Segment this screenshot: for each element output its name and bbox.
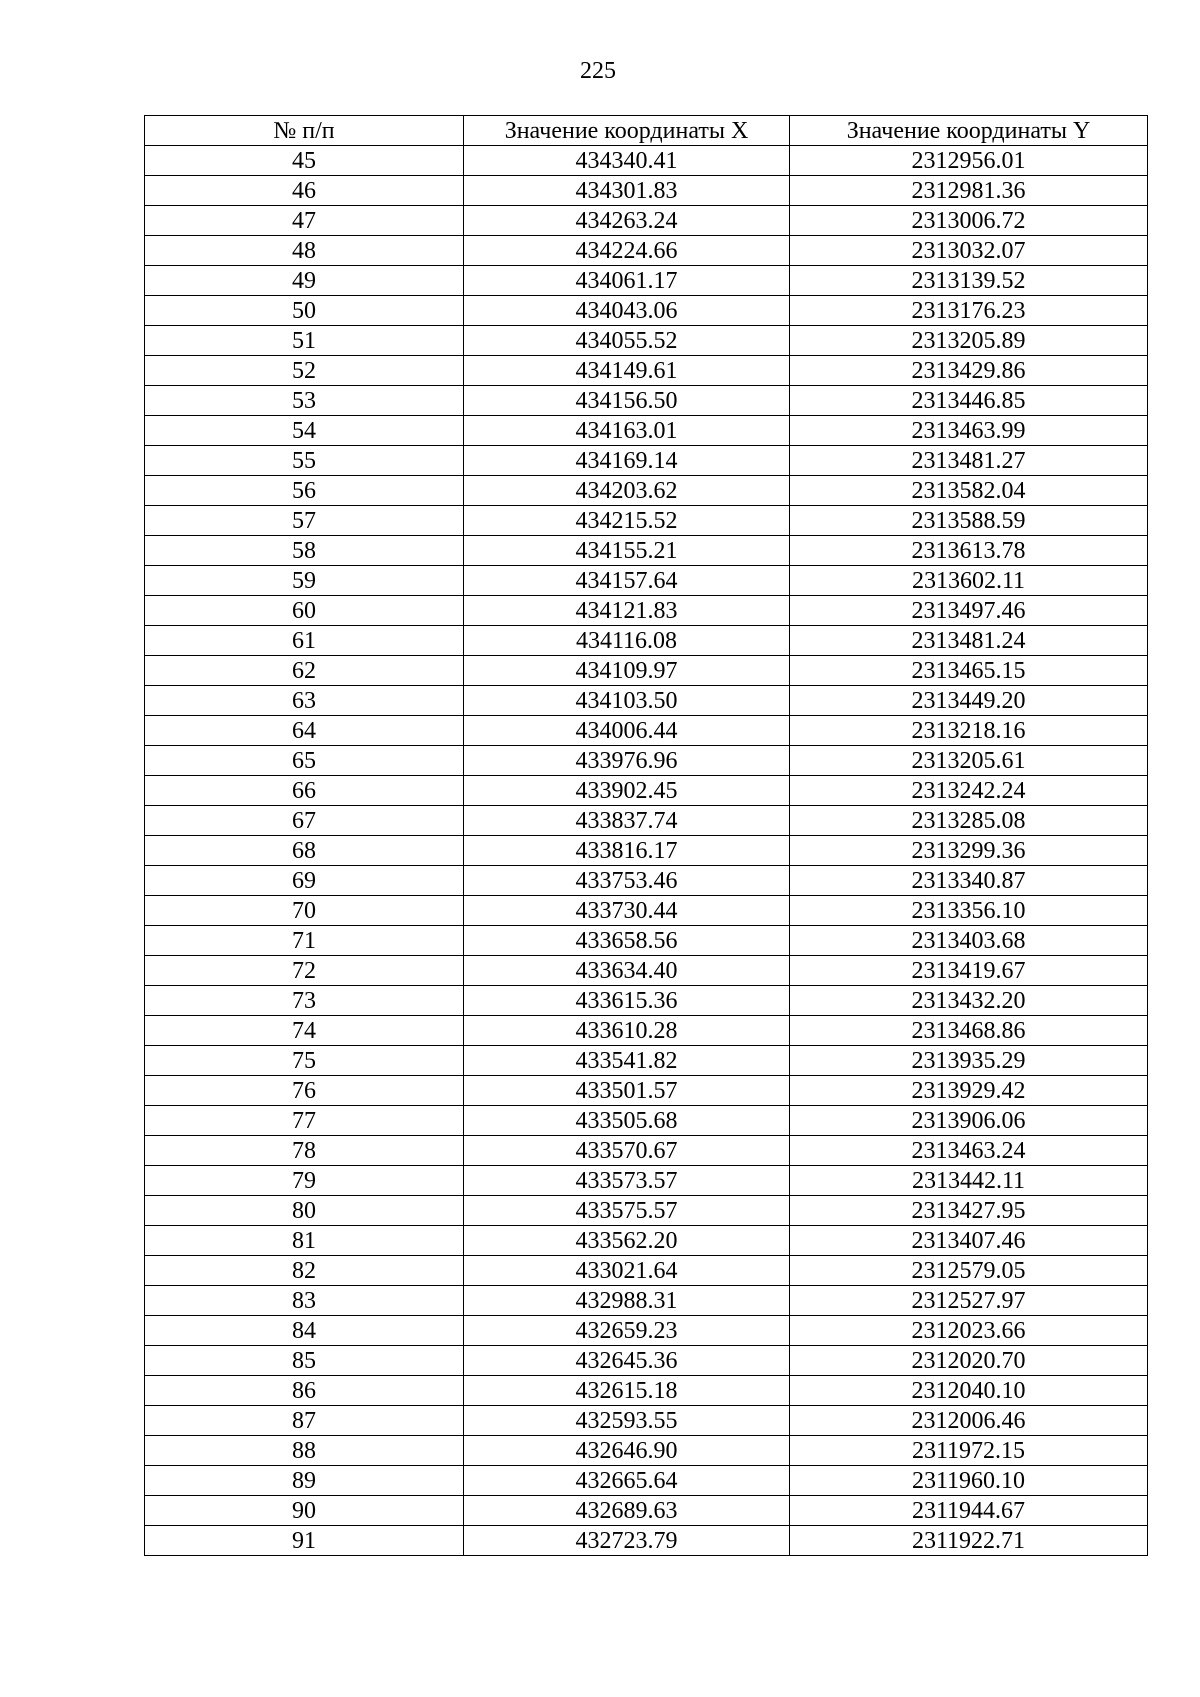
x-coordinate-cell: 432665.64 (464, 1466, 790, 1496)
row-number-cell: 62 (145, 656, 464, 686)
table-row (145, 776, 1148, 806)
row-number-cell: 82 (145, 1256, 464, 1286)
table-row (145, 146, 1148, 176)
row-number-cell: 84 (145, 1316, 464, 1346)
table-row (145, 446, 1148, 476)
y-coordinate-cell: 2313463.99 (790, 416, 1148, 446)
row-number-cell: 45 (145, 146, 464, 176)
row-number-cell: 85 (145, 1346, 464, 1376)
row-number-cell: 46 (145, 176, 464, 206)
y-coordinate-cell: 2313906.06 (790, 1106, 1148, 1136)
table-row (145, 896, 1148, 926)
y-coordinate-cell: 2312020.70 (790, 1346, 1148, 1376)
x-coordinate-cell: 434169.14 (464, 446, 790, 476)
y-coordinate-cell: 2313468.86 (790, 1016, 1148, 1046)
row-number-cell: 87 (145, 1406, 464, 1436)
x-coordinate-cell: 433615.36 (464, 986, 790, 1016)
x-coordinate-cell: 434043.06 (464, 296, 790, 326)
y-coordinate-cell: 2313613.78 (790, 536, 1148, 566)
y-coordinate-cell: 2313139.52 (790, 266, 1148, 296)
table-row (145, 1496, 1148, 1526)
table-row (145, 596, 1148, 626)
y-coordinate-cell: 2312981.36 (790, 176, 1148, 206)
y-coordinate-cell: 2313929.42 (790, 1076, 1148, 1106)
y-coordinate-cell: 2313205.61 (790, 746, 1148, 776)
x-coordinate-cell: 434263.24 (464, 206, 790, 236)
row-number-cell: 76 (145, 1076, 464, 1106)
row-number-cell: 83 (145, 1286, 464, 1316)
x-coordinate-cell: 433634.40 (464, 956, 790, 986)
table-row (145, 1376, 1148, 1406)
table-row (145, 236, 1148, 266)
row-number-cell: 66 (145, 776, 464, 806)
header-x-coordinate: Значение координаты X (464, 116, 790, 146)
row-number-cell: 67 (145, 806, 464, 836)
x-coordinate-cell: 433976.96 (464, 746, 790, 776)
row-number-cell: 80 (145, 1196, 464, 1226)
table-row (145, 326, 1148, 356)
table-row (145, 626, 1148, 656)
x-coordinate-cell: 432615.18 (464, 1376, 790, 1406)
table-row (145, 1106, 1148, 1136)
x-coordinate-cell: 432723.79 (464, 1526, 790, 1556)
table-row (145, 686, 1148, 716)
x-coordinate-cell: 434157.64 (464, 566, 790, 596)
table-row (145, 176, 1148, 206)
table-row (145, 1346, 1148, 1376)
y-coordinate-cell: 2311960.10 (790, 1466, 1148, 1496)
table-row (145, 1046, 1148, 1076)
x-coordinate-cell: 434156.50 (464, 386, 790, 416)
table-row (145, 986, 1148, 1016)
y-coordinate-cell: 2312006.46 (790, 1406, 1148, 1436)
y-coordinate-cell: 2313446.85 (790, 386, 1148, 416)
row-number-cell: 88 (145, 1436, 464, 1466)
table-row (145, 296, 1148, 326)
y-coordinate-cell: 2313176.23 (790, 296, 1148, 326)
x-coordinate-cell: 434121.83 (464, 596, 790, 626)
y-coordinate-cell: 2313429.86 (790, 356, 1148, 386)
x-coordinate-cell: 433570.67 (464, 1136, 790, 1166)
table-row (145, 566, 1148, 596)
row-number-cell: 48 (145, 236, 464, 266)
y-coordinate-cell: 2313419.67 (790, 956, 1148, 986)
table-row (145, 956, 1148, 986)
table-row (145, 506, 1148, 536)
y-coordinate-cell: 2313356.10 (790, 896, 1148, 926)
table-row (145, 1196, 1148, 1226)
row-number-cell: 51 (145, 326, 464, 356)
header-row-number: № п/п (145, 116, 464, 146)
row-number-cell: 54 (145, 416, 464, 446)
row-number-cell: 60 (145, 596, 464, 626)
y-coordinate-cell: 2313449.20 (790, 686, 1148, 716)
y-coordinate-cell: 2313006.72 (790, 206, 1148, 236)
x-coordinate-cell: 432988.31 (464, 1286, 790, 1316)
row-number-cell: 63 (145, 686, 464, 716)
table-row (145, 926, 1148, 956)
x-coordinate-cell: 434215.52 (464, 506, 790, 536)
y-coordinate-cell: 2313032.07 (790, 236, 1148, 266)
y-coordinate-cell: 2312023.66 (790, 1316, 1148, 1346)
table-body (145, 146, 1148, 1556)
row-number-cell: 50 (145, 296, 464, 326)
row-number-cell: 75 (145, 1046, 464, 1076)
row-number-cell: 77 (145, 1106, 464, 1136)
y-coordinate-cell: 2313285.08 (790, 806, 1148, 836)
table-row (145, 836, 1148, 866)
row-number-cell: 71 (145, 926, 464, 956)
x-coordinate-cell: 433541.82 (464, 1046, 790, 1076)
table-row (145, 1466, 1148, 1496)
x-coordinate-cell: 433562.20 (464, 1226, 790, 1256)
y-coordinate-cell: 2311972.15 (790, 1436, 1148, 1466)
table-row (145, 1526, 1148, 1556)
row-number-cell: 49 (145, 266, 464, 296)
row-number-cell: 74 (145, 1016, 464, 1046)
y-coordinate-cell: 2313463.24 (790, 1136, 1148, 1166)
x-coordinate-cell: 434103.50 (464, 686, 790, 716)
y-coordinate-cell: 2313403.68 (790, 926, 1148, 956)
row-number-cell: 64 (145, 716, 464, 746)
row-number-cell: 58 (145, 536, 464, 566)
row-number-cell: 47 (145, 206, 464, 236)
row-number-cell: 68 (145, 836, 464, 866)
x-coordinate-cell: 433658.56 (464, 926, 790, 956)
table-row (145, 1436, 1148, 1466)
table-row (145, 1016, 1148, 1046)
x-coordinate-cell: 432689.63 (464, 1496, 790, 1526)
x-coordinate-cell: 434163.01 (464, 416, 790, 446)
row-number-cell: 55 (145, 446, 464, 476)
row-number-cell: 91 (145, 1526, 464, 1556)
row-number-cell: 73 (145, 986, 464, 1016)
y-coordinate-cell: 2313340.87 (790, 866, 1148, 896)
row-number-cell: 79 (145, 1166, 464, 1196)
table-row (145, 206, 1148, 236)
table-row (145, 416, 1148, 446)
y-coordinate-cell: 2313205.89 (790, 326, 1148, 356)
x-coordinate-cell: 433573.57 (464, 1166, 790, 1196)
row-number-cell: 72 (145, 956, 464, 986)
y-coordinate-cell: 2313407.46 (790, 1226, 1148, 1256)
y-coordinate-cell: 2312579.05 (790, 1256, 1148, 1286)
row-number-cell: 57 (145, 506, 464, 536)
y-coordinate-cell: 2313242.24 (790, 776, 1148, 806)
row-number-cell: 89 (145, 1466, 464, 1496)
row-number-cell: 70 (145, 896, 464, 926)
x-coordinate-cell: 432659.23 (464, 1316, 790, 1346)
x-coordinate-cell: 433501.57 (464, 1076, 790, 1106)
y-coordinate-cell: 2312956.01 (790, 146, 1148, 176)
page-number: 225 (580, 58, 616, 84)
table-row (145, 866, 1148, 896)
x-coordinate-cell: 432645.36 (464, 1346, 790, 1376)
y-coordinate-cell: 2313602.11 (790, 566, 1148, 596)
row-number-cell: 65 (145, 746, 464, 776)
x-coordinate-cell: 434301.83 (464, 176, 790, 206)
table-row (145, 1316, 1148, 1346)
x-coordinate-cell: 433753.46 (464, 866, 790, 896)
table-row (145, 806, 1148, 836)
table-row (145, 1406, 1148, 1436)
y-coordinate-cell: 2312527.97 (790, 1286, 1148, 1316)
coordinates-table (144, 115, 1148, 1556)
y-coordinate-cell: 2313481.24 (790, 626, 1148, 656)
x-coordinate-cell: 433816.17 (464, 836, 790, 866)
table-row (145, 656, 1148, 686)
y-coordinate-cell: 2313582.04 (790, 476, 1148, 506)
table-row (145, 746, 1148, 776)
y-coordinate-cell: 2313427.95 (790, 1196, 1148, 1226)
table-row (145, 1166, 1148, 1196)
row-number-cell: 86 (145, 1376, 464, 1406)
row-number-cell: 59 (145, 566, 464, 596)
x-coordinate-cell: 433730.44 (464, 896, 790, 926)
y-coordinate-cell: 2313465.15 (790, 656, 1148, 686)
y-coordinate-cell: 2313432.20 (790, 986, 1148, 1016)
x-coordinate-cell: 434155.21 (464, 536, 790, 566)
table-row (145, 476, 1148, 506)
y-coordinate-cell: 2313299.36 (790, 836, 1148, 866)
header-y-coordinate: Значение координаты Y (790, 116, 1148, 146)
x-coordinate-cell: 433610.28 (464, 1016, 790, 1046)
row-number-cell: 56 (145, 476, 464, 506)
table-row (145, 716, 1148, 746)
table-row (145, 1076, 1148, 1106)
table-row (145, 1256, 1148, 1286)
x-coordinate-cell: 433575.57 (464, 1196, 790, 1226)
x-coordinate-cell: 433021.64 (464, 1256, 790, 1286)
table-row (145, 266, 1148, 296)
y-coordinate-cell: 2313481.27 (790, 446, 1148, 476)
x-coordinate-cell: 434006.44 (464, 716, 790, 746)
row-number-cell: 61 (145, 626, 464, 656)
x-coordinate-cell: 434340.41 (464, 146, 790, 176)
y-coordinate-cell: 2311944.67 (790, 1496, 1148, 1526)
table-row (145, 1136, 1148, 1166)
y-coordinate-cell: 2312040.10 (790, 1376, 1148, 1406)
x-coordinate-cell: 434149.61 (464, 356, 790, 386)
y-coordinate-cell: 2313588.59 (790, 506, 1148, 536)
x-coordinate-cell: 434061.17 (464, 266, 790, 296)
table-row (145, 536, 1148, 566)
row-number-cell: 90 (145, 1496, 464, 1526)
x-coordinate-cell: 434109.97 (464, 656, 790, 686)
table-header-row (145, 116, 1148, 146)
row-number-cell: 53 (145, 386, 464, 416)
y-coordinate-cell: 2313218.16 (790, 716, 1148, 746)
y-coordinate-cell: 2313442.11 (790, 1166, 1148, 1196)
table-row (145, 356, 1148, 386)
y-coordinate-cell: 2311922.71 (790, 1526, 1148, 1556)
row-number-cell: 52 (145, 356, 464, 386)
table-row (145, 386, 1148, 416)
x-coordinate-cell: 434224.66 (464, 236, 790, 266)
x-coordinate-cell: 433902.45 (464, 776, 790, 806)
x-coordinate-cell: 434116.08 (464, 626, 790, 656)
table-row (145, 1226, 1148, 1256)
x-coordinate-cell: 432646.90 (464, 1436, 790, 1466)
x-coordinate-cell: 434055.52 (464, 326, 790, 356)
x-coordinate-cell: 433505.68 (464, 1106, 790, 1136)
x-coordinate-cell: 434203.62 (464, 476, 790, 506)
table-row (145, 1286, 1148, 1316)
y-coordinate-cell: 2313497.46 (790, 596, 1148, 626)
x-coordinate-cell: 432593.55 (464, 1406, 790, 1436)
row-number-cell: 78 (145, 1136, 464, 1166)
row-number-cell: 81 (145, 1226, 464, 1256)
y-coordinate-cell: 2313935.29 (790, 1046, 1148, 1076)
x-coordinate-cell: 433837.74 (464, 806, 790, 836)
row-number-cell: 69 (145, 866, 464, 896)
